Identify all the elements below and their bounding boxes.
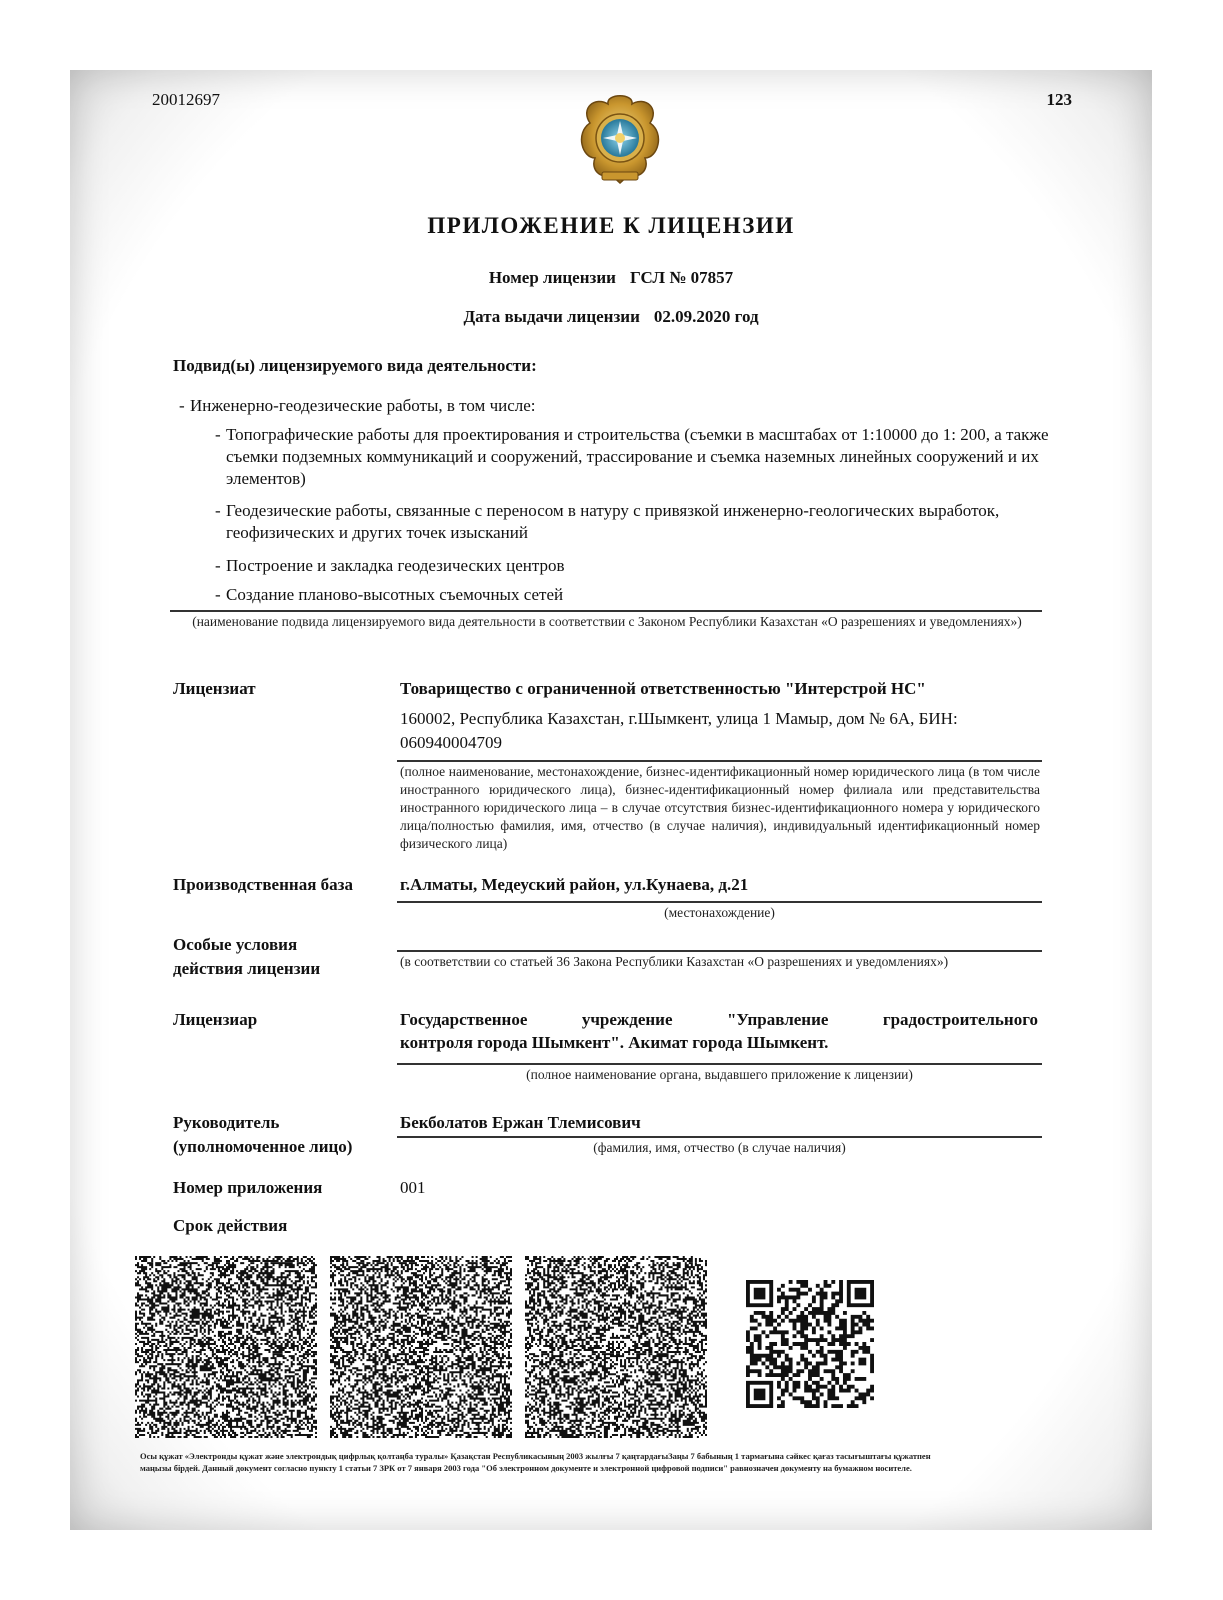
appendix-value: 001	[400, 1178, 426, 1197]
subtypes-heading: Подвид(ы) лицензируемого вида деятельности:	[173, 356, 537, 375]
verification-qr-code	[746, 1280, 874, 1408]
production-base-label: Производственная база	[173, 875, 353, 894]
license-number-line	[70, 268, 1152, 288]
divider	[397, 760, 1042, 762]
divider	[397, 950, 1042, 952]
legal-footer	[140, 1450, 1120, 1474]
footer-line2: маңызы бірдей. Данный документ согласно пункту 1 статьи 7 ЗРК от 7 января 2003 года "Об электронном документе и электронной цифровой подписи" равнозначен документу на бумажном носителе.	[140, 1463, 912, 1473]
signature-qr-code	[525, 1256, 707, 1438]
licensor-line2: контроля города Шымкент". Акимат города Шымкент.	[400, 1033, 829, 1052]
page-number: 123	[1046, 90, 1072, 109]
document-frame	[70, 70, 1152, 1530]
subtype-main-text: Инженерно-геодезические работы, в том числе:	[190, 396, 536, 415]
head-label	[173, 1111, 352, 1159]
subtype-item-text: Геодезические работы, связанные с переносом в натуру с привязкой инженерно-геологических выработок, геофизических и других точек изысканий	[226, 501, 1000, 542]
document-sheet	[70, 70, 1152, 1530]
special-conditions-caption: (в соответствии со статьей 36 Закона Республики Казахстан «О разрешениях и уведомлениях»)	[400, 954, 949, 969]
signature-qr-code	[135, 1256, 317, 1438]
licensor-line1: Государственное учреждение "Управление градостроительного	[400, 1010, 1038, 1029]
subtype-item-text: Построение и закладка геодезических центров	[226, 556, 565, 575]
license-number-value: ГСЛ № 07857	[629, 268, 734, 287]
licensor-label: Лицензиар	[173, 1010, 258, 1029]
license-number-label: Номер лицензии	[488, 268, 616, 287]
subtypes-caption: (наименование подвида лицензируемого вида деятельности в соответствии с Законом Республики Казахстан «О разрешениях и уведомлениях»)	[192, 614, 1022, 629]
subtype-item-text: Создание планово-высотных съемочных сетей	[226, 585, 564, 604]
licensee-name: Товарищество с ограниченной ответственностью "Интерстрой НС"	[400, 679, 926, 698]
subtype-main: - Инженерно-геодезические работы, в том числе:	[179, 396, 536, 415]
licensee-address: 160002, Республика Казахстан, г.Шымкент, улица 1 Мамыр, дом № 6А, БИН: 060940004709	[400, 709, 958, 752]
divider	[397, 1136, 1042, 1138]
head-label-line2: (уполномоченное лицо)	[173, 1137, 353, 1156]
subtype-item: - Топографические работы для проектирования и строительства (съемки в масштабах от 1:10000 до 1: 200, а также съемки подземных коммуникаций и сооружений, трассирование и съемка наземных линейных сооружений и их элементов)	[215, 425, 1049, 488]
divider	[170, 610, 1042, 612]
appendix-label: Номер приложения	[173, 1178, 323, 1197]
divider	[397, 1063, 1042, 1065]
special-conditions-label-line2: действия лицензии	[173, 959, 321, 978]
production-base-value: г.Алматы, Медеуский район, ул.Кунаева, д.21	[400, 875, 749, 894]
document-title: ПРИЛОЖЕНИЕ К ЛИЦЕНЗИИ	[427, 213, 795, 238]
special-conditions-label-line1: Особые условия	[173, 935, 298, 954]
subtype-item-text: Топографические работы для проектирования и строительства (съемки в масштабах от 1:10000 до 1: 200, а также съемки подземных коммуникаций и сооружений, трассирование и съемка наземных линейных сооружений и их элементов)	[226, 425, 1049, 488]
licensee-label: Лицензиат	[173, 679, 256, 698]
licensor-caption: (полное наименование органа, выдавшего приложение к лицензии)	[526, 1067, 913, 1082]
license-date-label: Дата выдачи лицензии	[463, 307, 640, 326]
licensee-caption: (полное наименование, местонахождение, бизнес-идентификационный номер юридического лица (в том числе иностранного юридического лица), бизнес-идентификационный номер филиала или представительства иностранного юридического лица – в случае отсутствия бизнес-идентификационного номера у юридического лица/полностью фамилия, имя, отчество (в случае наличия), индивидуальный идентификационный номер физического лица)	[400, 764, 1040, 851]
footer-line1: Осы құжат «Электронды құжат және электрондық цифрлық қолтаңба туралы» Қазақстан Республикасының 2003 жылғы 7 қаңтардағыЗаңы 7 бабының 1 тармағына сәйкес қағаз тасығыштағы құжатпен	[140, 1451, 931, 1461]
kazakhstan-state-emblem-icon	[570, 88, 670, 188]
head-caption: (фамилия, имя, отчество (в случае наличия)	[593, 1140, 846, 1155]
document-number: 20012697	[152, 90, 220, 109]
license-date-line	[70, 307, 1152, 327]
head-value: Бекболатов Ержан Тлемисович	[400, 1113, 641, 1132]
head-label-line1: Руководитель	[173, 1113, 280, 1132]
special-conditions-label	[173, 933, 320, 981]
divider	[397, 901, 1042, 903]
subtype-item: - Построение и закладка геодезических центров	[215, 556, 565, 575]
production-base-caption: (местонахождение)	[664, 905, 775, 920]
subtype-item: - Создание планово-высотных съемочных сетей	[215, 585, 564, 604]
subtype-item: - Геодезические работы, связанные с переносом в натуру с привязкой инженерно-геологических выработок, геофизических и других точек изысканий	[215, 501, 1000, 542]
license-date-value: 02.09.2020 год	[653, 307, 759, 326]
validity-label: Срок действия	[173, 1216, 288, 1235]
signature-qr-code	[330, 1256, 512, 1438]
